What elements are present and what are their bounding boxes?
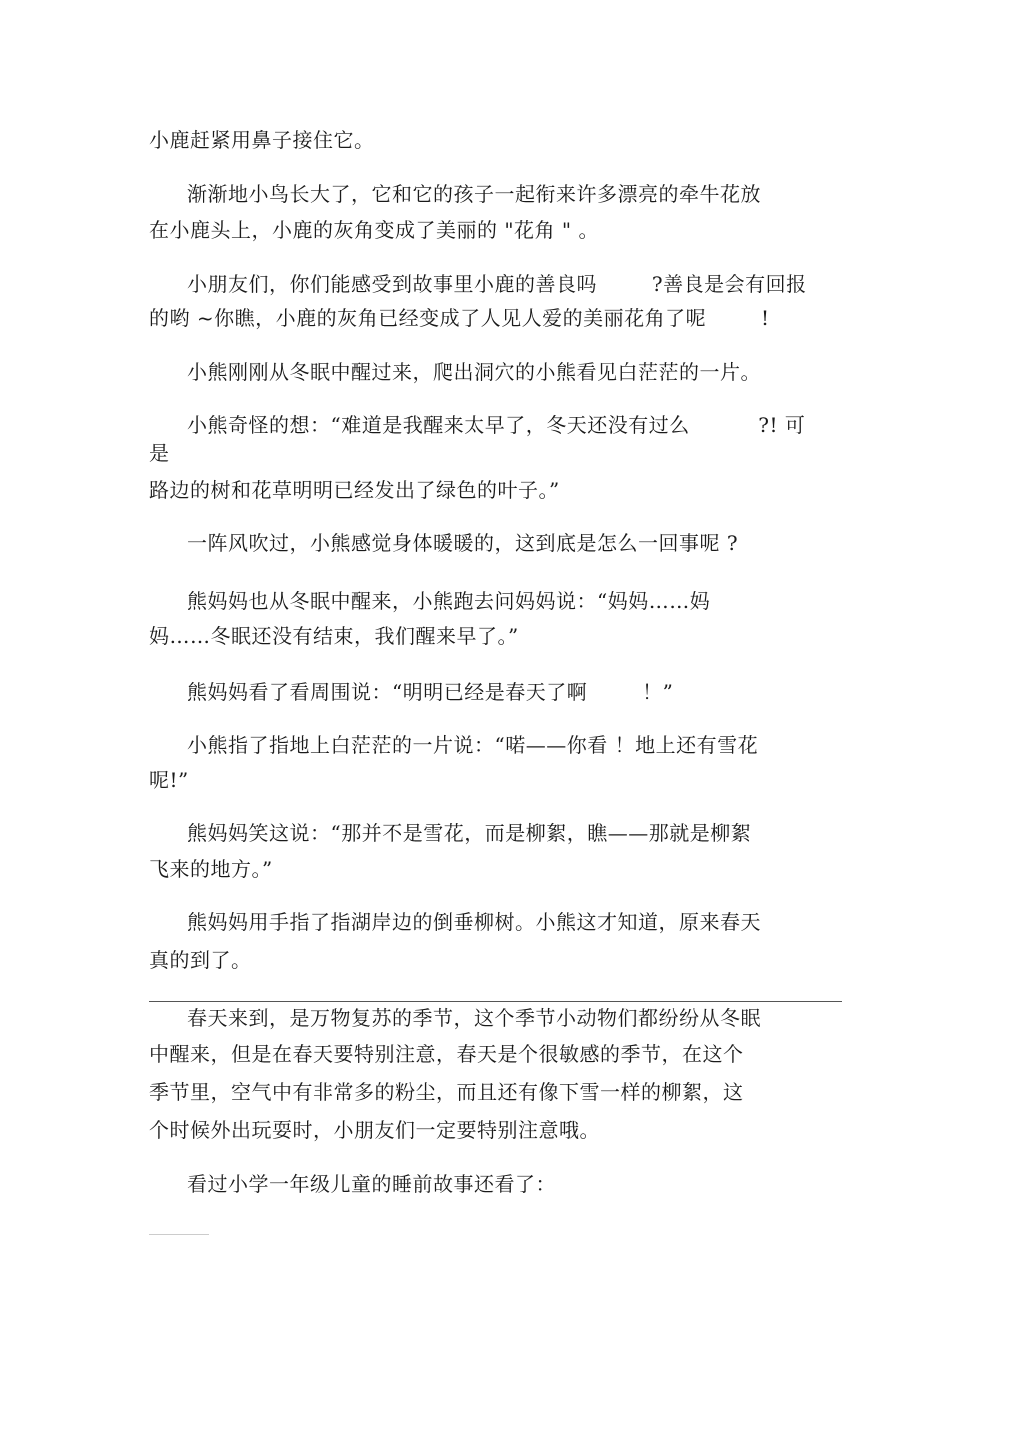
text-line: 渐渐地小鸟长大了，它和它的孩子一起衔来许多漂亮的牵牛花放 [187,182,761,206]
text-line: 季节里，空气中有非常多的粉尘，而且还有像下雪一样的柳絮，这 [149,1080,744,1104]
section-divider [149,1001,842,1002]
text-line: 一阵风吹过，小熊感觉身体暖暖的，这到底是怎么一回事呢 ? [187,531,739,555]
text-line: 看过小学一年级儿童的睡前故事还看了： [187,1172,556,1196]
text-line: 熊妈妈看了看周围说：“明明已经是春天了啊 ！” [187,680,674,704]
text-line: 熊妈妈用手指了指湖岸边的倒垂柳树。小熊这才知道，原来春天 [187,910,761,934]
text-line: 中醒来，但是在春天要特别注意，春天是个很敏感的季节，在这个 [149,1042,744,1066]
text-line: 小鹿赶紧用鼻子接住它。 [149,128,375,152]
text-line: 小朋友们，你们能感受到故事里小鹿的善良吗 ?善良是会有回报 [187,272,807,296]
text-line: 熊妈妈笑这说：“那并不是雪花，而是柳絮，瞧——那就是柳絮 [187,821,752,845]
text-line: 呢!” [149,768,189,792]
text-line: 的哟 ~你瞧，小鹿的灰角已经变成了人见人爱的美丽花角了呢 ! [149,306,770,330]
text-line: 春天来到，是万物复苏的季节，这个季节小动物们都纷纷从冬眠 [187,1006,761,1030]
text-line: 是 [149,441,170,465]
text-line: 个时候外出玩耍时，小朋友们一定要特别注意哦。 [149,1118,600,1142]
text-line: 妈……冬眠还没有结束，我们醒来早了。” [149,624,519,648]
text-line: 在小鹿头上，小鹿的灰角变成了美丽的 "花角 " 。 [149,218,599,242]
text-line: 熊妈妈也从冬眠中醒来，小熊跑去问妈妈说：“妈妈……妈 [187,589,711,613]
text-line: 小熊指了指地上白茫茫的一片说：“喏——你看 ！地上还有雪花 [187,733,759,757]
footer-mark [149,1234,209,1235]
text-line: 小熊刚刚从冬眠中醒过来，爬出洞穴的小熊看见白茫茫的一片。 [187,360,761,384]
text-line: 小熊奇怪的想：“难道是我醒来太早了，冬天还没有过么 ?! 可 [187,413,806,437]
text-line: 路边的树和花草明明已经发出了绿色的叶子。” [149,478,560,502]
text-line: 飞来的地方。” [149,857,273,881]
text-line: 真的到了。 [149,948,252,972]
